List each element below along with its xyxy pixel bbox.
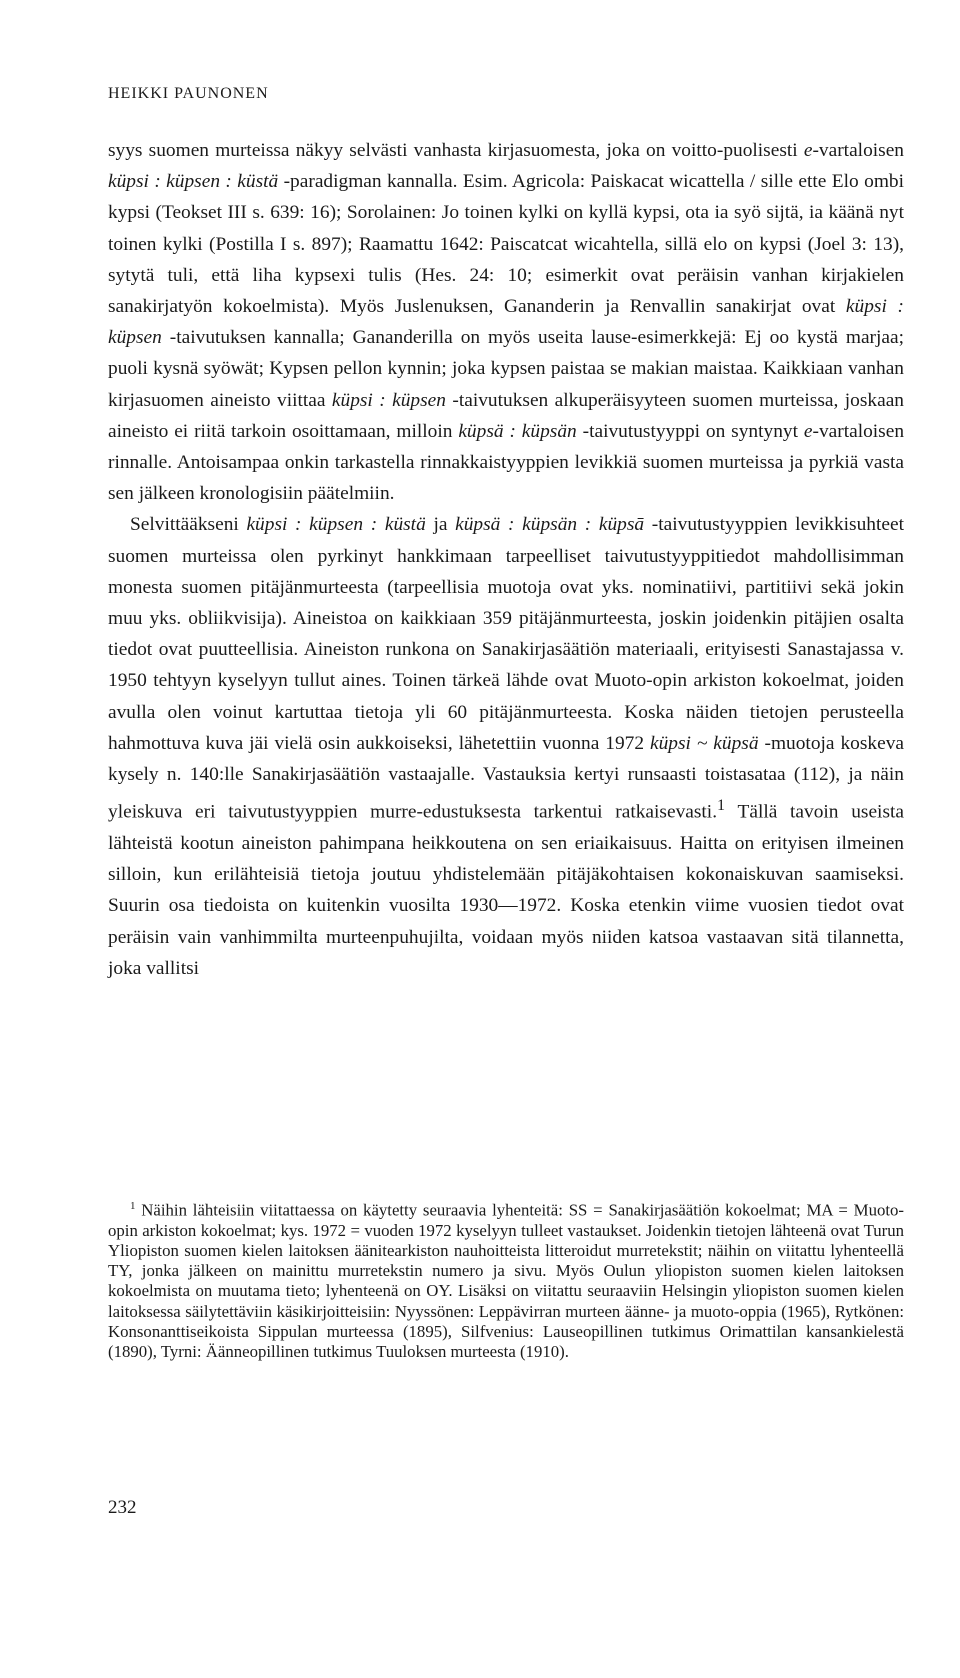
- footnote-text: Näihin lähteisiin viitattaessa on käytetty seuraavia lyhenteitä: SS = Sanakirjasäätiön kokoelmat; MA = Muoto-opin arkiston kokoelmat; kys. 1972 = vuoden 1972 kyselyyn tulleet vastaukset. Joidenkin tietojen lähteenä ovat Turun Yliopiston suomen kielen laitoksen äänitearkiston nauhoitteista litteroidut murretekstit; näihin on viitattu lyhenteellä TY, jonka jälkeen on mainittu murretekstin numero ja sivu. Myös Oulun yliopiston suomen kielen laitoksen kokoelmista on muutama tieto; lyhenteenä on OY. Lisäksi on viitattu seuraaviin Helsingin yliopiston suomen kielen laitoksessa säilytettäviin käsikirjoitteisiin: Nyyssönen: Leppävirran murteen äänne- ja muoto-oppia (1965), Rytkönen: Konsonanttiseikoista Sippulan murteessa (1895), Silfvenius: Lauseopillinen tutkimus Orimattilan kansankielestä (1890), Tyrni: Äänneopillinen tutkimus Tuuloksen murteesta (1910).: [108, 1200, 904, 1362]
- footnote-reference[interactable]: 1: [717, 797, 726, 815]
- italic-run: küpsi : küpsen: [331, 389, 446, 411]
- italic-run: e: [803, 420, 813, 442]
- text-run: Tällä tavoin useista lähteistä kootun aineiston pahimpana heikkoutena on sen eriaikaisuus. Haitta on erityisen ilmeinen silloin, kun erilähteisiä tietoja joutuu yhdistelemään pitäjäkohtaisen kokonaiskuvan saamiseksi. Suurin osa tiedoista on kuitenkin vuosilta 1930—1972. Koska etenkin viime vuosien tiedot ovat peräisin vain vanhimmilta murteenpuhujilta, voidaan myös niiden katsoa vastaavan sitä tilannetta, joka vallitsi: [108, 801, 904, 979]
- paragraph-2: [108, 509, 904, 984]
- text-run: -taivutuksen kannalla; Gananderilla on myös useita lause-esimerkkejä: Ej oo kystä marjaa; puoli kysnä syöwät; Kypsen pellon kynnin; joka kypsen paistaa se makian maistaa. Kaikkiaan vanhan kirjasuomen aineisto viittaa: [108, 327, 904, 411]
- italic-run: küpsi : küpsen : küstä: [246, 514, 426, 536]
- text-run: ja: [425, 514, 456, 536]
- text-run: -vartaloisen rinnalle. Antoisampaa onkin tarkastella rinnakkaistyyppien levikkiä suomen murteissa ja pyrkiä vasta sen jälkeen kronologisiin päätelmiin.: [108, 420, 905, 505]
- running-head: HEIKKI PAUNONEN: [108, 85, 269, 102]
- text-run: -taivutustyyppi on syntynyt: [576, 420, 804, 442]
- text-run: -paradigman kannalla. Esim. Agricola: Paiskacat wicattella / sille ette Elo ombi kypsi (Teokset III s. 639: 16); Sorolainen: Jo toinen kylki on kyllä kypsi, ota ia syö sijtä, ia käänä nyt toinen kylki (Postilla I s. 897); Raamattu 1642: Paiscatcat wicahtella, sillä elo on kypsi (Joel 3: 13), sytytä tuli, että liha kypsexi tulis (Hes. 24: 10; esimerkit ovat peräisin vanhan kirjakielen sanakirjatyön kokoelmista). Myös Juslenuksen, Gananderin ja Renvallin sanakirjat ovat: [108, 171, 904, 318]
- text-run: -taivutustyyppien levikkisuhteet suomen murteissa olen pyrkinyt hankkimaan tarpeelliset taivutustyyppitiedot mahdollisimman monesta suomen pitäjänmurteesta (tarpeellisia muotoja ovat yks. nominatiivi, partitiivi sekä jokin muu yks. obliikvisija). Aineistoa on kaikkiaan 359 pitäjänmurteesta, joskin joidenkin pitäjien osalta tiedot ovat puutteellisia. Aineiston runkona on Sanakirjasäätiön materiaali, erityisesti Sanastajassa v. 1950 tehtyyn kyselyyn tullut aines. Toinen tärkeä lähde ovat Muoto-opin arkiston kokoelmat, joiden avulla olen voinut kartuttaa tietoja yli 60 pitäjänmurteesta. Koska näiden tietojen perusteella hahmottuva kuva jäi vielä osin aukkoiseksi, lähetettiin vuonna 1972: [108, 514, 904, 754]
- italic-run: e: [803, 140, 813, 161]
- italic-run: küpsä : küpsän : küpsā: [455, 514, 645, 536]
- text-run: -vartaloisen: [812, 140, 904, 161]
- paragraph-1: [108, 135, 904, 509]
- italic-run: küpsi ~ küpsä: [649, 732, 759, 754]
- italic-run: küpsä : küpsän: [458, 420, 577, 442]
- text-run: syys suomen murteissa näkyy selvästi vanhasta kirjasuomesta, joka on voitto-puolisesti: [108, 140, 804, 161]
- text-run: -taivutuksen alkuperäisyyteen suomen murteissa, joskaan aineisto ei riitä tarkoin osoittamaan, milloin: [108, 389, 904, 442]
- text-run: -muotoja koskeva kysely n. 140:lle Sanakirjasäätiön vastaajalle. Vastauksia kertyi runsaasti toistasataa (112), ja näin yleiskuva eri taivutustyyppien murre-edustuksesta tarkentui ratkaisevasti.: [108, 732, 904, 823]
- page-number: 232: [108, 1497, 137, 1518]
- italic-run: küpsi : küpsen: [108, 296, 904, 349]
- footnote: [108, 1196, 904, 1362]
- text-run: Selvittääkseni: [130, 514, 247, 536]
- body-text: [108, 135, 904, 984]
- italic-run: küpsi : küpsen : küstä: [108, 171, 279, 193]
- footnote-mark: 1: [130, 1200, 136, 1212]
